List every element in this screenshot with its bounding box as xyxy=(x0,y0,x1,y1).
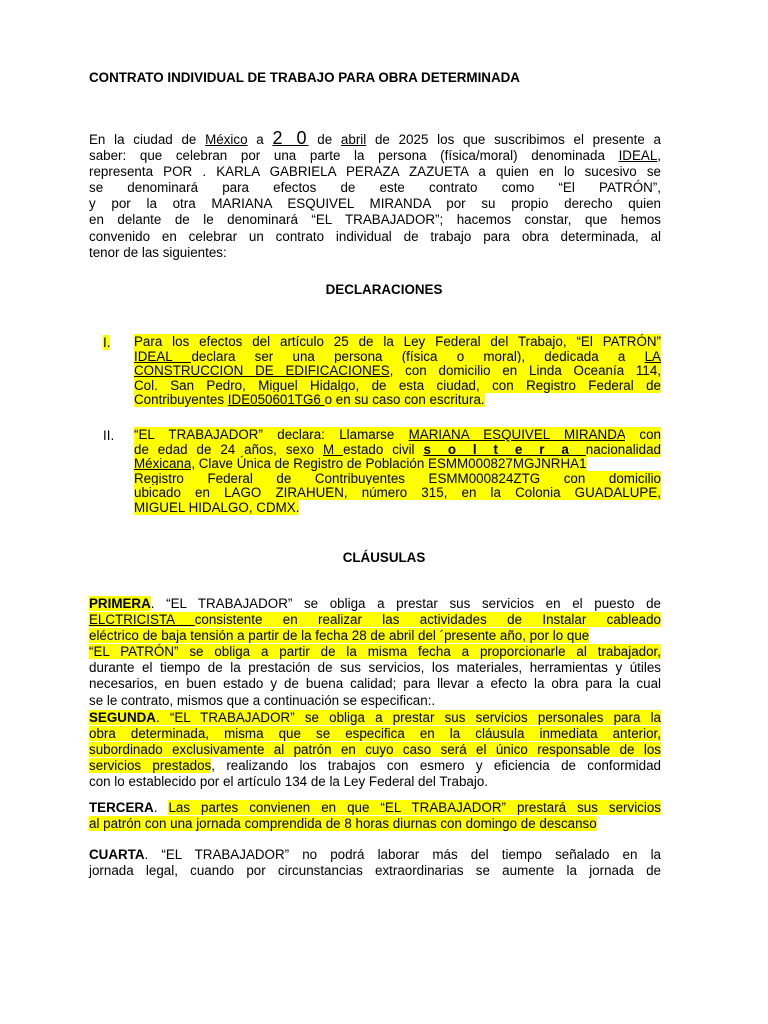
activity-field: CONSTRUCCION DE EDIFICACIONES xyxy=(134,363,390,379)
text: nacionalidad xyxy=(585,441,661,457)
text: . “EL TRABAJADOR” se obliga a prestar sus servicios personales para la xyxy=(155,710,661,725)
document-title: CONTRATO INDIVIDUAL DE TRABAJO PARA OBRA DETERMINADA xyxy=(89,70,520,85)
item-line xyxy=(134,393,661,408)
text: . “EL TRABAJADOR” no podrá laborar más del tiempo señalado en la xyxy=(144,847,661,862)
text: Col. San Pedro, Miguel Hidalgo, de esta ciudad, con Registro Federal de xyxy=(134,377,661,393)
text: declara ser una persona (física o moral), dedicada a xyxy=(191,348,645,364)
worker-name-field: MARIANA ESQUIVEL MIRANDA xyxy=(408,427,626,442)
intro-line xyxy=(89,130,661,148)
clause-label: SEGUNDA xyxy=(89,710,156,725)
clause-line xyxy=(89,800,661,816)
clause-line xyxy=(89,628,661,644)
clause-label: TERCERA xyxy=(89,800,154,815)
text: . xyxy=(153,800,169,815)
intro-line: se denominará para efectos de este contrato como “El PATRÓN”, xyxy=(89,180,661,196)
intro-line: convenido en celebrar un contrato individual de trabajo para obra determinada, al xyxy=(89,228,661,244)
clausula-primera xyxy=(89,596,661,709)
clause-line xyxy=(89,726,661,742)
text: a xyxy=(247,132,273,147)
intro-line: tenor de las siguientes: xyxy=(89,244,227,260)
text: “EL PATRÓN” se obliga a partir de la misma fecha a proporcionarle al trabajador, xyxy=(89,644,661,660)
item-line xyxy=(134,486,661,501)
position-field: ELCTRICISTA xyxy=(89,612,195,628)
item-body xyxy=(134,335,661,408)
item-number: II. xyxy=(103,428,115,443)
text: estado civil xyxy=(343,441,424,457)
text: , Clave Única de Registro de Población ESMM000827MGJNRHA1 xyxy=(191,456,587,472)
civil-status-field: s o l t e r a xyxy=(423,441,586,457)
clause-line: durante el tiempo de la prestación de sus servicios, los materiales, herramientas y útiles xyxy=(89,660,661,676)
nationality-field: Méxicana xyxy=(134,456,192,472)
month-field: abril xyxy=(340,132,367,147)
text: o en su caso con escritura. xyxy=(324,392,485,408)
text: En la ciudad de xyxy=(89,132,206,147)
item-line xyxy=(134,379,661,394)
intro-line xyxy=(89,148,661,164)
text: con xyxy=(625,427,662,442)
sex-field: M xyxy=(323,441,344,457)
text: de edad de 24 años, sexo xyxy=(134,441,324,457)
text: ubicado en LAGO ZIRAHUEN, número 315, en la Colonia GUADALUPE, xyxy=(134,485,661,501)
company-field: IDEAL xyxy=(134,348,192,364)
clausula-tercera xyxy=(89,800,661,832)
item-line xyxy=(134,350,661,365)
text: saber: que celebran por una parte la persona (física/moral) denominada xyxy=(89,148,619,164)
intro-line: y por la otra MARIANA ESQUIVEL MIRANDA por su propio derecho quien xyxy=(89,196,661,212)
item-line xyxy=(134,501,661,516)
clause-line: jornada legal, cuando por circunstancias extraordinarias se aumente la jornada de xyxy=(89,863,661,879)
clause-line xyxy=(89,612,661,628)
text: Las partes convienen en que “EL TRABAJADOR” prestará sus servicios xyxy=(168,800,661,815)
activity-field: LA xyxy=(644,348,661,364)
clause-line xyxy=(89,847,661,863)
intro-line: representa POR . KARLA GABRIELA PERAZA ZAZUETA a quien en lo sucesivo se xyxy=(89,164,661,180)
text: “EL TRABAJADOR” declara: Llamarse xyxy=(134,427,409,442)
clause-line xyxy=(89,596,661,612)
item-line xyxy=(134,335,661,350)
text: servicios prestados xyxy=(89,758,212,774)
item-body xyxy=(134,428,661,516)
text: al patrón con una jornada comprendida de 8 horas diurnas con domingo de descanso xyxy=(89,816,597,832)
text: subordinado exclusivamente al patrón en cuyo caso será el único responsable de los xyxy=(89,742,661,758)
clause-label: CUARTA xyxy=(89,847,145,862)
text: de 2025 los que suscribimos el presente a xyxy=(366,132,661,147)
clause-line xyxy=(89,758,661,774)
clausulas-heading: CLÁUSULAS xyxy=(342,550,426,565)
intro-line: en delante de le denominará “EL TRABAJADOR”; hacemos constar, que hemos xyxy=(89,212,661,228)
text: de xyxy=(308,132,341,147)
clause-label: PRIMERA xyxy=(89,596,151,611)
text: , con domicilio en Linda Oceanía 114, xyxy=(389,363,661,379)
text: eléctrico de baja tensión a partir de la fecha 28 de abril del ´presente año, por lo que xyxy=(89,628,590,644)
item-line xyxy=(134,472,661,487)
clausula-cuarta xyxy=(89,847,661,879)
clause-line: se le contrato, mismos que a continuación se especifican:. xyxy=(89,692,436,708)
clause-line xyxy=(89,816,661,832)
item-line xyxy=(134,428,661,443)
item-line xyxy=(134,364,661,379)
intro-paragraph xyxy=(89,130,661,261)
company-field: IDEAL xyxy=(618,148,658,164)
clause-line: con lo establecido por el artículo 134 de la Ley Federal del Trabajo. xyxy=(89,774,488,790)
text: . “EL TRABAJADOR” se obliga a prestar sus servicios en el puesto de xyxy=(150,596,661,611)
clause-line xyxy=(89,644,661,660)
item-number: I. xyxy=(103,335,111,350)
text: Contribuyentes xyxy=(134,392,228,408)
clause-line xyxy=(89,710,661,726)
city-field: México xyxy=(205,132,248,147)
text: , xyxy=(657,148,661,164)
clausula-segunda xyxy=(89,710,661,790)
text: , realizando los trabajos con esmero y eficiencia de conformidad xyxy=(211,758,661,774)
declaraciones-heading: DECLARACIONES xyxy=(325,282,443,297)
text: obra determinada, misma que se especifica en la cláusula inmediata anterior, xyxy=(89,726,661,742)
text: consistente en realizar las actividades de Instalar cableado xyxy=(194,612,661,628)
text: Para los efectos del artículo 25 de la Ley Federal del Trabajo, “El PATRÓN” xyxy=(134,334,661,349)
day-field: 2 0 xyxy=(272,128,309,148)
clause-line xyxy=(89,742,661,758)
item-line xyxy=(134,443,661,458)
clause-line: necesarios, en buen estado y de buena calidad; para llevar a efecto la obra para la cual xyxy=(89,676,661,692)
text: MIGUEL HIDALGO, CDMX. xyxy=(134,499,300,515)
text: Registro Federal de Contribuyentes ESMM000824ZTG con domicilio xyxy=(134,470,661,486)
item-line xyxy=(134,457,661,472)
rfc-field: IDE050601TG6 xyxy=(227,392,325,408)
